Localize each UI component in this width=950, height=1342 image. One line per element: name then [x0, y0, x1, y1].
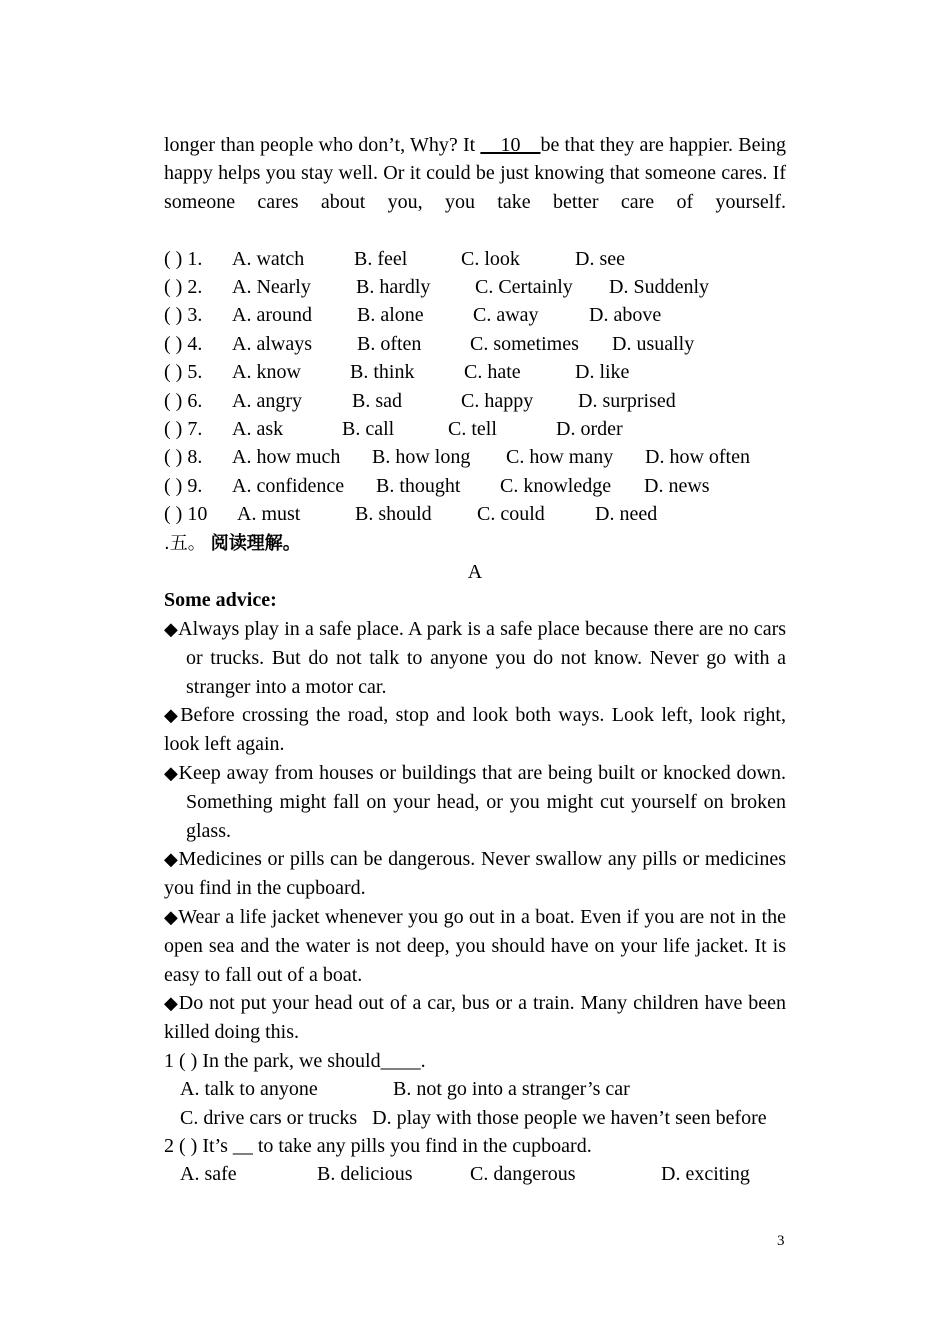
advice-text: Wear a life jacket whenever you go out in a boat. Even if you are not in the open sea and the water is not deep, you should have on your life jacket. It is easy to fall out of a boat.: [164, 905, 787, 986]
option-row: [164, 415, 786, 443]
option-d: D. like: [575, 361, 630, 384]
option-b: B. how long: [372, 446, 471, 469]
option-number: ( ) 6.: [164, 389, 203, 412]
section-heading: [164, 529, 786, 558]
advice-item: [164, 615, 786, 701]
option-row: [164, 500, 786, 528]
advice-item: [164, 903, 786, 989]
option-b: B. call: [342, 417, 395, 440]
option-b: B. think: [350, 361, 415, 384]
option-number: ( ) 3.: [164, 304, 203, 327]
option-a: A. always: [232, 332, 312, 355]
option-c: C. how many: [506, 446, 614, 469]
option-a: A. angry: [232, 389, 302, 412]
option-number: ( ) 8.: [164, 446, 203, 469]
diamond-bullet-icon: ◆: [164, 762, 179, 784]
option-d: D. Suddenly: [609, 276, 709, 299]
option-row: [164, 387, 786, 415]
option-c: C. hate: [464, 361, 521, 384]
option-a: A. ask: [232, 417, 284, 440]
option-d: D. exciting: [661, 1163, 750, 1186]
option-a: A. how much: [232, 446, 341, 469]
advice-item: [164, 701, 786, 759]
option-b: B. alone: [357, 304, 424, 327]
passage-end: [164, 131, 786, 245]
option-c: C. dangerous: [470, 1163, 576, 1186]
question-options: [164, 1104, 786, 1132]
advice-text: Keep away from houses or buildings that are being built or knocked down. Something might fall on your head, or you might cut yourself on broken glass.: [178, 761, 786, 842]
diamond-bullet-icon: ◆: [164, 993, 179, 1015]
question-options: [164, 1075, 786, 1103]
option-row: [164, 273, 786, 301]
option-c: C. look: [461, 247, 520, 270]
option-a: A. around: [232, 304, 312, 327]
advice-title: Some advice:: [164, 589, 277, 612]
option-a: A. watch: [232, 247, 305, 270]
passage-text: longer than people who don’t, Why? It: [164, 134, 481, 156]
option-b: B. not go into a stranger’s car: [393, 1078, 630, 1101]
option-b: B. thought: [376, 474, 461, 497]
option-row: [164, 330, 786, 358]
advice-text: Medicines or pills can be dangerous. Never swallow any pills or medicines you find in the cupboard.: [164, 848, 787, 900]
cloze-options: [164, 245, 786, 529]
option-d: D. order: [556, 417, 623, 440]
option-d: D. surprised: [578, 389, 676, 412]
option-d: D. above: [589, 304, 662, 327]
option-a: A. must: [237, 503, 301, 526]
option-a: A. safe: [180, 1163, 237, 1186]
option-row: [164, 245, 786, 273]
option-b: B. hardly: [356, 276, 431, 299]
option-b: B. often: [357, 332, 422, 355]
option-number: ( ) 2.: [164, 276, 203, 299]
option-d: D. see: [575, 247, 625, 270]
option-d: D. how often: [645, 446, 750, 469]
question-stem: 1 ( ) In the park, we should____.: [164, 1049, 426, 1072]
question-options: [164, 1160, 786, 1188]
advice-item: [164, 845, 786, 903]
passage-text: Being happy helps you stay well. Or it could be just knowing that someone cares. If someone cares about you, you take better care of yourself.: [164, 134, 787, 213]
option-row: [164, 443, 786, 471]
option-c: C. tell: [448, 417, 497, 440]
section-title: 阅读理解。: [210, 532, 301, 554]
option-c: C. Certainly: [475, 276, 573, 299]
option-row: [164, 472, 786, 500]
option-number: ( ) 1.: [164, 247, 203, 270]
option-b: B. should: [355, 503, 432, 526]
page-number: 3: [777, 1233, 785, 1249]
diamond-bullet-icon: ◆: [164, 849, 179, 870]
advice-text: Do not put your head out of a car, bus or a train. Many children have been killed doing this.: [164, 992, 787, 1044]
option-d: D. usually: [612, 332, 695, 355]
section-number: .五。: [164, 532, 206, 554]
option-b: B. feel: [354, 247, 408, 270]
advice-text: Always play in a safe place. A park is a safe place because there are no cars or trucks. But do not talk to anyone you do not know. Never go with a stranger into a motor car.: [178, 617, 787, 698]
option-number: ( ) 7.: [164, 417, 203, 440]
advice-text: Before crossing the road, stop and look both ways. Look left, look right, look left again.: [164, 703, 786, 756]
option-d: D. need: [595, 503, 658, 526]
diamond-bullet-icon: ◆: [164, 618, 179, 640]
option-c: C. knowledge: [500, 474, 612, 497]
diamond-bullet-icon: ◆: [164, 906, 179, 928]
part-label: A: [467, 560, 483, 583]
option-row: [164, 301, 786, 329]
option-b: B. sad: [352, 389, 402, 412]
option-number: ( ) 10: [164, 503, 208, 526]
option-a: A. confidence: [232, 474, 345, 497]
option-d: D. news: [644, 474, 710, 497]
option-number: ( ) 4.: [164, 332, 203, 355]
advice-item: [164, 759, 786, 845]
option-c: C. away: [473, 304, 539, 327]
option-c: C. sometimes: [470, 332, 579, 355]
option-c: C. could: [477, 503, 545, 526]
option-a: A. know: [232, 361, 301, 384]
question-stem: 2 ( ) It’s __ to take any pills you find in the cupboard.: [164, 1135, 592, 1158]
option-c: C. happy: [461, 389, 534, 412]
diamond-bullet-icon: ◆: [164, 704, 181, 726]
option-a: A. Nearly: [232, 276, 311, 299]
option-number: ( ) 9.: [164, 474, 203, 497]
option-row: [164, 358, 786, 386]
option-a: A. talk to anyone: [180, 1078, 318, 1101]
advice-item: [164, 989, 786, 1047]
option-number: ( ) 5.: [164, 361, 203, 384]
option-b: B. delicious: [317, 1163, 413, 1186]
blank-10: __10__: [480, 134, 541, 156]
passage-text: be that they are happier.: [540, 134, 733, 156]
option-d: D. play with those people we haven’t seen before: [372, 1106, 767, 1129]
option-c: C. drive cars or trucks: [180, 1106, 358, 1129]
document-page: [164, 131, 786, 1189]
